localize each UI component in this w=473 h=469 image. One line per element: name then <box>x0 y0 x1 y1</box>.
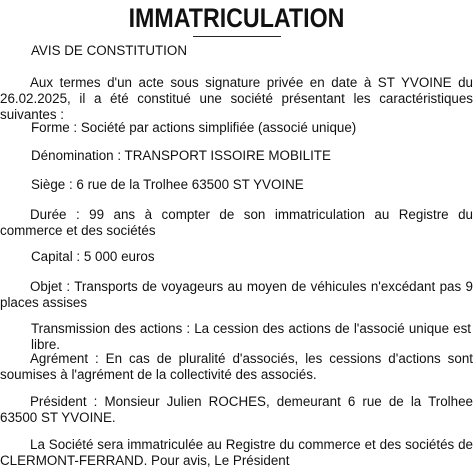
paragraph-duree: Durée : 99 ans à compter de son immatriculation au Registre du commerce et des sociétés <box>0 207 473 238</box>
notice-heading: AVIS DE CONSTITUTION <box>31 43 187 58</box>
paragraph-capital: Capital : 5 000 euros <box>31 249 155 264</box>
paragraph-siege: Siège : 6 rue de la Trolhee 63500 ST YVOINE <box>31 177 304 192</box>
paragraph-objet: Objet : Transports de voyageurs au moyen de véhicules n'excédant pas 9 places assises <box>0 279 473 310</box>
paragraph-transmission: Transmission des actions : La cession des actions de l'associé unique est libre. <box>31 321 471 352</box>
paragraph-forme: Forme : Société par actions simplifiée (associé unique) <box>31 120 357 135</box>
paragraph-president: Président : Monsieur Julien ROCHES, demeurant 6 rue de la Trolhee 63500 ST YVOINE. <box>0 394 473 425</box>
paragraph-preamble: Aux termes d'un acte sous signature privée en date à ST YVOINE du 26.02.2025, il a été constitué une société présentant les caractéristiques suivantes : <box>0 75 473 122</box>
title-underline <box>193 36 281 37</box>
paragraph-immatriculation: La Société sera immatriculée au Registre du commerce et des sociétés de CLERMONT-FERRAND. Pour avis, Le Président <box>0 437 473 468</box>
paragraph-denomination: Dénomination : TRANSPORT ISSOIRE MOBILITE <box>31 148 331 163</box>
paragraph-agrement: Agrément : En cas de pluralité d'associés, les cessions d'actions sont soumises à l'agrément de la collectivité des associés. <box>0 351 473 382</box>
notice-title: IMMATRICULATION <box>128 3 345 33</box>
